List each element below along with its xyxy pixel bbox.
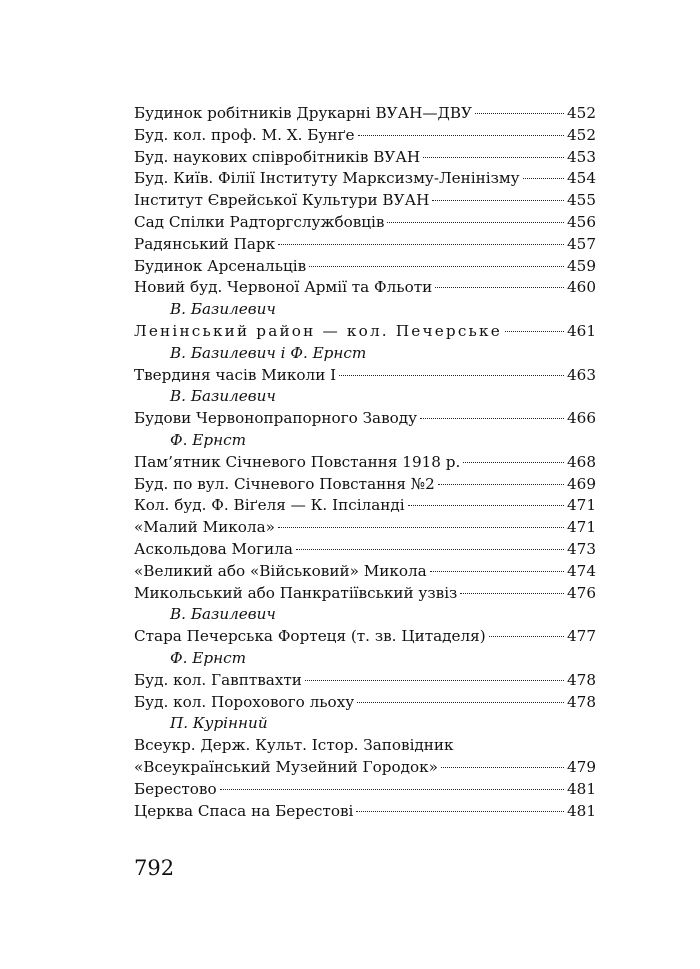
toc-author: В. Базилевич xyxy=(170,300,276,319)
toc-author: В. Базилевич і Ф. Ернст xyxy=(170,343,367,362)
dot-leader xyxy=(460,592,564,594)
toc-entry xyxy=(134,670,596,692)
toc-entry xyxy=(134,321,596,343)
toc-entry-title: Буд. кол. Порохового льоху xyxy=(134,692,355,711)
toc-entry-page: 459 xyxy=(567,256,596,275)
toc-entry-page: 474 xyxy=(567,561,596,580)
toc-entry xyxy=(134,103,596,125)
dot-leader xyxy=(305,679,564,681)
toc-author: Ф. Ернст xyxy=(170,648,246,667)
toc-entry-page: 461 xyxy=(567,321,596,340)
toc-entry-title: Буд. по вул. Січневого Повстання №2 xyxy=(134,474,435,493)
toc-entry-page: 481 xyxy=(567,779,596,798)
dot-leader xyxy=(430,570,564,572)
dot-leader xyxy=(278,243,564,245)
dot-leader xyxy=(523,177,564,179)
dot-leader xyxy=(420,417,564,419)
toc-entry-page: 468 xyxy=(567,452,596,471)
dot-leader xyxy=(278,526,564,528)
toc-entry-page: 454 xyxy=(567,169,596,188)
toc-entry-page: 460 xyxy=(567,278,596,297)
toc-entry-page: 469 xyxy=(567,474,596,493)
dot-leader xyxy=(356,810,564,812)
toc-entry-title: Аскольдова Могила xyxy=(134,539,293,558)
toc-entry xyxy=(134,474,596,496)
dot-leader xyxy=(435,286,564,288)
toc-entry xyxy=(134,561,596,583)
table-of-contents xyxy=(134,103,596,822)
toc-entry-title: «Малий Микола» xyxy=(134,518,275,537)
toc-entry xyxy=(134,256,596,278)
toc-entry-page: 466 xyxy=(567,409,596,428)
toc-entry xyxy=(134,277,596,299)
dot-leader xyxy=(441,766,564,768)
toc-entry-title: Ленінський район — кол. Печерське xyxy=(134,321,502,340)
toc-entry-title: Інститут Єврейської Культури ВУАН xyxy=(134,191,430,210)
toc-author: П. Курінний xyxy=(170,714,268,733)
toc-entry-page: 481 xyxy=(567,801,596,820)
toc-entry-page: 479 xyxy=(567,757,596,776)
dot-leader xyxy=(309,265,564,267)
toc-entry-page: 463 xyxy=(567,365,596,384)
toc-entry xyxy=(134,190,596,212)
dot-leader xyxy=(489,635,564,637)
toc-entry-page: 478 xyxy=(567,670,596,689)
toc-entry-title: Берестово xyxy=(134,779,217,798)
dot-leader xyxy=(358,134,565,136)
toc-author: В. Базилевич xyxy=(170,605,276,624)
toc-entry-title: Твердиня часів Миколи I xyxy=(134,365,337,384)
toc-entry xyxy=(134,408,596,430)
dot-leader xyxy=(423,156,564,158)
toc-entry xyxy=(134,495,596,517)
toc-entry xyxy=(134,692,596,714)
dot-leader xyxy=(339,374,564,376)
toc-entry-page: 456 xyxy=(567,212,596,231)
dot-leader xyxy=(438,483,564,485)
dot-leader xyxy=(220,788,564,790)
toc-entry xyxy=(134,583,596,605)
toc-entry-title: Кол. буд. Ф. Віґеля — К. Іпсіланді xyxy=(134,496,405,515)
toc-entry xyxy=(134,757,596,779)
dot-leader xyxy=(463,461,564,463)
toc-entry-page: 477 xyxy=(567,627,596,646)
toc-entry xyxy=(134,626,596,648)
toc-entry-page: 455 xyxy=(567,191,596,210)
toc-entry xyxy=(134,539,596,561)
toc-entry-page: 452 xyxy=(567,125,596,144)
toc-entry-page: 478 xyxy=(567,692,596,711)
dot-leader xyxy=(296,548,564,550)
toc-author: В. Базилевич xyxy=(170,387,276,406)
toc-entry-title: Новий буд. Червоної Армії та Фльоти xyxy=(134,278,433,297)
toc-entry xyxy=(134,234,596,256)
toc-entry-page: 452 xyxy=(567,104,596,122)
toc-author: Ф. Ернст xyxy=(170,430,246,449)
toc-entry-title: Буд. кол. Гавптвахти xyxy=(134,670,302,689)
toc-entry-title: «Великий або «Військовий» Микола xyxy=(134,561,427,580)
toc-entry xyxy=(134,168,596,190)
toc-entry-title: Микольський або Панкратіївський узвіз xyxy=(134,583,458,602)
toc-entry-page: 453 xyxy=(567,147,596,166)
toc-entry-title: Стара Печерська Фортеця (т. зв. Цитаделя) xyxy=(134,627,486,646)
toc-entry-title: Сад Спілки Радторгслужбовців xyxy=(134,212,385,231)
toc-entry xyxy=(134,801,596,823)
toc-entry-page: 471 xyxy=(567,518,596,537)
toc-entry-title: Будови Червонопрапорного Заводу xyxy=(134,409,418,428)
page-number: 792 xyxy=(134,856,175,880)
toc-entry-page: 473 xyxy=(567,539,596,558)
toc-entry-title: Церква Спаса на Берестові xyxy=(134,801,354,820)
toc-entry-title: Буд. наукових співробітників ВУАН xyxy=(134,147,421,166)
toc-entry-page: 471 xyxy=(567,496,596,515)
toc-entry-title: Пам’ятник Січневого Повстання 1918 р. xyxy=(134,452,461,471)
toc-entry-title: «Всеукраїнський Музейний Городок» xyxy=(134,757,438,776)
toc-entry xyxy=(134,452,596,474)
toc-entry xyxy=(134,212,596,234)
toc-entry-title: Будинок робітників Друкарні ВУАН—ДВУ xyxy=(134,104,473,122)
dot-leader xyxy=(505,330,564,332)
toc-entry xyxy=(134,125,596,147)
toc-entry-title: Буд. Київ. Філії Інституту Марксизму-Ленінізму xyxy=(134,169,520,188)
dot-leader xyxy=(475,112,564,114)
toc-entry xyxy=(134,365,596,387)
dot-leader xyxy=(408,504,564,506)
toc-entry-page: 476 xyxy=(567,583,596,602)
dot-leader xyxy=(387,221,564,223)
dot-leader xyxy=(432,199,564,201)
toc-entry-title: Всеукр. Держ. Культ. Істор. Заповідник xyxy=(134,736,454,755)
toc-entry xyxy=(134,779,596,801)
dot-leader xyxy=(357,701,564,703)
toc-entry xyxy=(134,517,596,539)
toc-entry xyxy=(134,147,596,169)
toc-entry-title: Будинок Арсенальців xyxy=(134,256,307,275)
toc-entry-title: Радянський Парк xyxy=(134,234,276,253)
toc-entry-title: Буд. кол. проф. М. Х. Бунґе xyxy=(134,125,355,144)
toc-entry-page: 457 xyxy=(567,234,596,253)
